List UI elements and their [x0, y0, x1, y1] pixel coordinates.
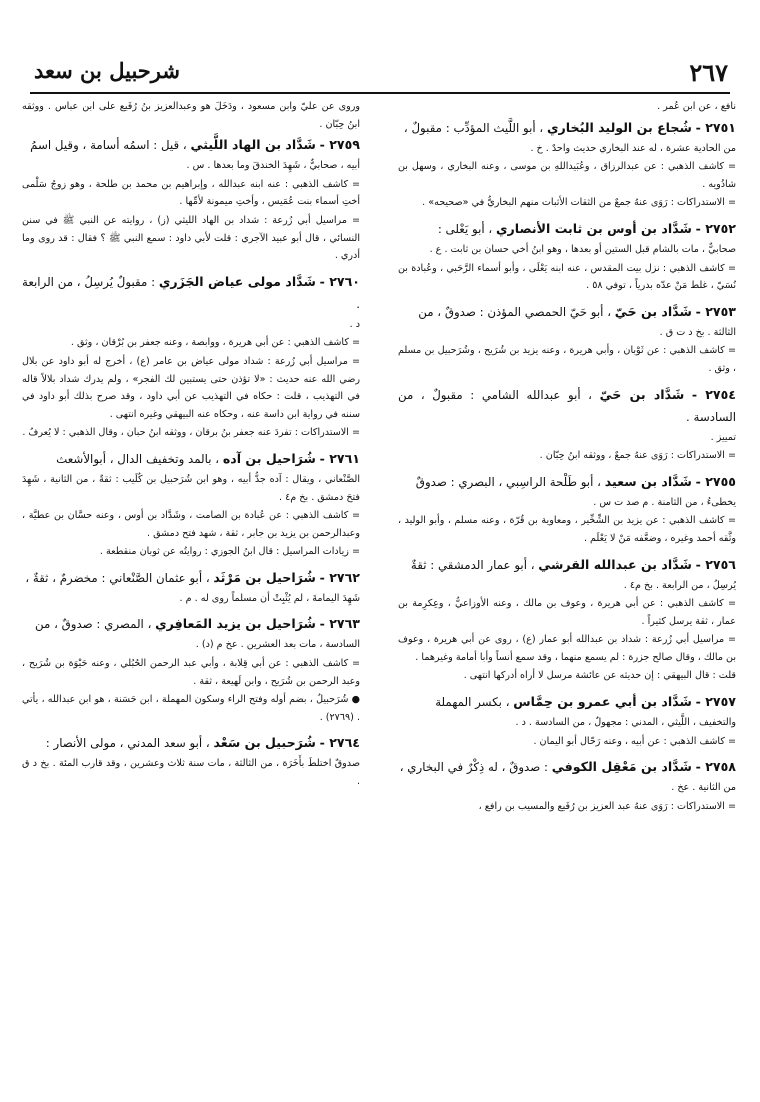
heading-rest: ، أبو عمار الدمشقي : ثقةٌ	[410, 557, 535, 572]
entry-number: ٢٧٥٢ -	[695, 220, 736, 236]
entry-line: من الثانية . عخ .	[671, 782, 736, 794]
entry-line: = كاشف الذهبي : عن أبي قِلابة ، وأبي عبد الرحمن الحُبُلي ، وعنه حَيْوَة بن شُرَيح ، وعبد الرحمن بن شُرَيح ، وابن لَهيعة ، ثقة .	[22, 658, 360, 687]
entry-heading	[398, 471, 736, 493]
entry-line: والتخفيف ، اللَّيثي ، المدني : مجهولٌ ، من السادسة . د .	[515, 717, 736, 729]
narrator-name: شُرَحبيل بن سَعْد	[213, 735, 316, 751]
heading-rest: ، بكسر المهملة	[435, 695, 510, 710]
entry-line: = كاشف الذهبي : عن أبي هريرة ، ووابصة ، وعنه جعفر بن بُرْقان ، وثق .	[70, 337, 360, 349]
entry-number: ٢٧٥٤ -	[691, 386, 736, 402]
entry-2755	[398, 471, 736, 548]
entry-number: ٢٧٥٨ -	[695, 759, 736, 775]
entry-heading	[22, 271, 360, 315]
entry-2760	[22, 271, 360, 442]
entry-line: = مراسيل أبي زُرعة : شداد مولى عياض بن عامر (ع) ، أخرج له أبو داود عن بلال رضي الله عنه حديث : «لا تؤذن حتى يستبين لك الفجر» ، ولم يدرك شداد بلالاً قاله في التهذيب ، قلت : حكاه في التهذيب عن أبي داود ، وقد صرح بذلك أبو داود في سننه في رواية ابن داسة عنه ، وحكاه عنه البيهقي وغيره انتهى .	[22, 355, 360, 420]
entry-line: = كاشف الذهبي : نزل بيت المقدس ، عنه ابنه يَعْلَى ، وأبو أسماء الرَّحَبي ، وعُبادة بن نُسَيّ ، غلط مَنْ عدّه بدرياً ، توفي ٥٨ .	[398, 262, 736, 292]
narrator-name: شَدَّاد بن أبي عمرو بن حِمَّاس	[513, 694, 692, 710]
entry-line: السادسة ، مات بعد العشرين . عخ م (د) .	[195, 639, 360, 651]
page-header	[30, 52, 730, 94]
entry-heading	[22, 732, 360, 754]
entry-line: = الاستدراكات : تفردَ عنه جعفر بنُ برقان ، ووثقه ابنُ حبان ، وقال الذهبي : لا يُعرفُ .	[22, 427, 360, 439]
entry-line: = الاستدراكات : رَوَى عنهُ جمعٌ ، ووثقه ابنُ حِبّان .	[539, 450, 736, 462]
narrator-name: شَدَّاد بن عبدالله القرشي	[538, 556, 692, 572]
entry-line: = كاشف الذهبي : عن عُبادة بن الصامت ، وشَدَّاد بن أوس ، وعنه حسَّان بن عطيَّة ، وعبدالرحمن بن يزيد بن جابر ، ثقة ، شهد فتح دمشق .	[22, 510, 360, 539]
heading-rest: ، أبو عثمان الصَّنْعاني : مخضرمٌ ، ثقةٌ ،	[25, 570, 210, 585]
entry-line: أبيه ، صحابيٌّ ، شَهِدَ الخندقَ وما بعدها . س .	[186, 160, 360, 172]
narrator-name: شَدَّاد بن حَيّ	[599, 386, 685, 402]
entry-number: ٢٧٥٥ -	[695, 473, 736, 489]
entry-line: قلت : قال البيهقي : إن حديثه عن عائشة مرسل لا أراه أدركها انتهى .	[463, 670, 736, 682]
narrator-name: شَدَّاد مولى عياض الجَزَري	[158, 273, 316, 289]
entry-line: = كاشف الذهبي : عن أبي هريرة ، وعوف بن مالك ، وعنه الأوزاعيُّ ، وعِكرِمة بن عمار ، ثقة يرسل كثيراً .	[398, 598, 736, 627]
narrator-name: شُجاع بن الوليد البُخاري	[546, 119, 692, 135]
entry-line: الصَّنْعاني ، ويقال : آده جدُّ أبيه ، وهو ابن شُرَحبيل بن كُلَيب : ثقةٌ ، من الثانية ، شَهِدَ فتحَ دمشق . بخ م٤ .	[22, 473, 360, 503]
heading-rest: ، المصري : صدوقٌ ، من	[35, 617, 152, 632]
entry-2758	[398, 756, 736, 815]
heading-rest: ، أبو يَعْلى :	[437, 221, 493, 236]
entry-2754	[398, 384, 736, 465]
entry-heading	[22, 567, 360, 589]
narrator-name: شَدَّاد بن الهاد اللَّيثي	[190, 137, 316, 153]
heading-rest: ، أبو حَيّ الحمصي المؤذن : صدوقٌ ، من	[418, 304, 612, 319]
narrator-name: شُرَاحيل بن يزيد المَعافِري	[155, 616, 316, 632]
entry-heading	[398, 756, 736, 778]
entry-heading	[398, 117, 736, 139]
narrator-name: شُرَاحيل بن آده	[222, 450, 316, 466]
entry-line: من الحادية عشرة ، له عند البخاري حديث واحدٌ . خ .	[530, 142, 736, 154]
heading-rest: ، بالمد وتخفيف الدال ، أبوالأشعث	[56, 451, 220, 466]
heading-rest: ، أبو عبدالله الشامي : مقبولٌ ، من السادسة .	[398, 387, 736, 424]
entry-number: ٢٧٥١ -	[695, 119, 736, 135]
narrator-name: شَدَّاد بن مَعْقِل الكوفي	[551, 759, 692, 775]
entry-number: ٢٧٥٣ -	[695, 303, 736, 319]
entry-2753	[398, 301, 736, 378]
heading-rest: ، أبو اللَّيث المؤدِّب : مقبولٌ ،	[403, 120, 544, 135]
entry-line: = الاستدراكات : رَوَى عنهُ عبد العزيز بن رُفَيع والمسيب بن رافع ،	[478, 800, 736, 812]
heading-rest: ، أبو طَلْحة الراسِبي ، البصري : صدوقٌ	[415, 474, 601, 489]
narrator-name: شَدَّاد بن حَيّ	[614, 303, 692, 319]
continuation-text: نافع ، عن ابن عُمر .	[657, 101, 736, 112]
entry-line: = كاشف الذهبي : عنه ابنه عبدالله ، وإبراهيم بن محمد بن طلحة ، وهو زوجُ سَلْمى أختِ أسماء بنت عُمَيس ، وأختِ ميمونة لأمِّها .	[22, 178, 360, 208]
entry-line: الثالثة . بخ د ت ق .	[659, 326, 736, 338]
entry-line: تمييز .	[710, 431, 736, 443]
entry-heading	[22, 613, 360, 635]
heading-rest: ، قيل : اسمُه أسامة ، وقيل اسمُ	[30, 138, 187, 153]
entry-2751	[398, 117, 736, 212]
heading-rest: ، أبو سعد المدني ، مولى الأنصار :	[45, 736, 210, 751]
entry-line: ● شُرَحبيلُ ، بضم أوله وفتح الراء وسكون المهملة ، ابن حَسَنة ، هو ابن عبدالله ، يأتي . (٢٧٦٩) .	[22, 694, 360, 723]
entry-number: ٢٧٦٤ -	[319, 735, 360, 751]
heading-rest: : صدوقٌ ، له ذِكْرٌ في البخاري ،	[399, 760, 548, 775]
entry-line: يُرسِلُ ، من الرابعة . بخ م٤ .	[623, 579, 736, 591]
entry-2756	[398, 554, 736, 686]
entry-line: = مراسيل أبي زُرعة : شداد بن عبدالله أبو عمار (ع) ، روى عن أبي هريرة ، وعوف بن مالك ، وقال صالح جزرة : لم يسمع منهما ، وقد سمع أنساً وأبا أمامة وغيرهما .	[398, 634, 736, 663]
entry-heading	[398, 554, 736, 576]
running-title: شرحبيل بن سعد	[34, 58, 180, 83]
entry-line: = كاشف الذهبي : عن أبيه ، وعنه رَحّال أبو اليمان .	[533, 735, 736, 747]
entry-2761	[22, 448, 360, 561]
entry-2763	[22, 613, 360, 726]
entry-heading	[398, 218, 736, 240]
narrator-name: شُرَاحيل بن مَرْثَد	[213, 569, 316, 585]
entry-heading	[398, 691, 736, 713]
entry-number: ٢٧٦٠ -	[319, 273, 360, 289]
entry-line: صحابيٌّ ، مات بالشام قبل الستين أو بعدها ، وهو ابنُ أخي حسان بن ثابت . ع .	[429, 243, 736, 255]
entry-2757	[398, 691, 736, 750]
entry-number: ٢٧٦١ -	[319, 450, 360, 466]
entry-heading	[22, 448, 360, 470]
entry-number: ٢٧٥٧ -	[695, 694, 736, 710]
entry-line: = كاشف الذهبي : عن عبدالرزاق ، وعُبَيداللهِ بن موسى ، وعنه البخاري ، وسهل بن شاذُويه .	[398, 161, 736, 190]
narrator-name: شَدَّاد بن سعيد	[604, 473, 692, 489]
entry-heading	[398, 301, 736, 323]
entry-line: صدوقٌ اختلطَ بأَخَرَة ، من الثالثة ، مات سنة ثلاث وعشرين ، وقد قارب المئة . بخ د ق .	[22, 758, 360, 788]
entry-line: يخطىءُ ، من الثامنة . م صد ت س .	[593, 496, 736, 508]
entry-line: = كاشف الذهبي : عن ثَوْبان ، وأبي هريرة ، وعنه يزيد بن شُرَيح ، وشُرَحبيل بن مسلم ، وثق .	[398, 345, 736, 374]
entry-heading	[22, 134, 360, 156]
heading-rest: : مقبولٌ يُرسِلُ ، من الرابعة .	[22, 274, 360, 311]
entry-2759	[22, 134, 360, 265]
entry-line: = كاشف الذهبي : عن يزيد بن الشِّخِّير ، ومعاوية بن قُرّة ، وعنه مسلم ، وأبو الوليد ، وثَّقه أحمد وغيره ، وضعَّفه مَنْ لا يَعْلَم .	[398, 515, 736, 544]
entry-2752	[398, 218, 736, 295]
entry-number: ٢٧٥٦ -	[695, 556, 736, 572]
entry-line: د .	[349, 318, 360, 330]
entry-number: ٢٧٦٢ -	[319, 569, 360, 585]
entry-2764	[22, 732, 360, 790]
entry-number: ٢٧٥٩ -	[319, 137, 360, 153]
narrator-name: شَدَّاد بن أوس بن ثابت الأنصاري	[495, 220, 692, 236]
page-number: ٢٦٧	[689, 58, 728, 87]
right-column	[398, 98, 736, 1088]
left-column	[22, 98, 360, 1088]
entry-number: ٢٧٦٣ -	[319, 616, 360, 632]
entry-line: = الاستدراكات : رَوَى عنهُ جمعٌ من الثقات الأثبات منهم البخاريُّ في «صحيحه» .	[422, 197, 736, 209]
entry-line: شَهِدَ اليمامةَ ، لم يُثْبِتْ أن مسلماً روى له . م .	[179, 592, 360, 604]
entry-line: = زيادات المراسيل : قال ابنُ الجوزي : روايتُه عن ثوبان منقطعة .	[99, 546, 360, 558]
continuation-text: وروى عن عليّ وابن مسعود ، ودَخَلَ هو وعبدالعزيز بنُ رُفَيع على ابن عباس . ووثقه ابنُ حِبّان .	[22, 101, 360, 130]
entry-heading	[398, 384, 736, 428]
entry-line: = مراسيل أبي زُرعة : شداد بن الهاد الليثي (ز) ، روايته عن النبي ﷺ في سنن النسائي ، قال أبو عبيد الآجري : قلت لأبي داود : سمع النبي ﷺ ؟ فقال : قد روى وما أدري .	[22, 214, 360, 262]
entry-2762	[22, 567, 360, 608]
